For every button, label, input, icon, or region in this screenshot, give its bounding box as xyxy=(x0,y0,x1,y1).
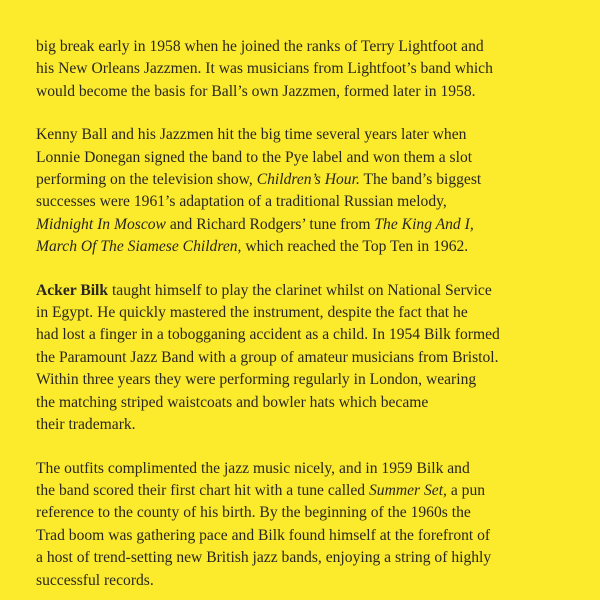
text-segment: successes were 1961’s adaptation of a traditional Russian melody, xyxy=(36,193,447,211)
paragraph xyxy=(36,280,576,437)
paragraph xyxy=(36,458,576,592)
text-segment: big break early in 1958 when he joined the ranks of Terry Lightfoot and xyxy=(36,38,484,55)
text-segment: Kenny Ball and his Jazzmen hit the big time several years later when xyxy=(36,126,467,144)
text-line xyxy=(36,347,576,369)
text-line xyxy=(36,124,576,146)
italic-title: Midnight In Moscow xyxy=(36,215,166,233)
text-segment: had lost a finger in a tobogganing accident as a child. In 1954 Bilk formed xyxy=(36,326,500,344)
text-line xyxy=(36,324,576,346)
text-line xyxy=(36,191,576,213)
text-segment: Trad boom was gathering pace and Bilk found himself at the forefront of xyxy=(36,526,491,544)
text-segment: a pun xyxy=(446,481,486,499)
text-segment: Within three years they were performing regularly in London, wearing xyxy=(36,371,477,389)
italic-title: Summer Set, xyxy=(368,481,447,499)
text-segment: , which reached the Top Ten in 1962. xyxy=(237,238,469,256)
text-segment: a host of trend-setting new British jazz bands, enjoying a string of highly xyxy=(36,549,492,567)
text-segment: the matching striped waistcoats and bowler hats which became xyxy=(36,393,429,411)
text-segment: the Paramount Jazz Band with a group of amateur musicians from Bristol. xyxy=(36,348,499,366)
text-line xyxy=(36,280,576,302)
text-line xyxy=(36,81,576,103)
text-line xyxy=(36,502,576,524)
liner-notes-text xyxy=(36,36,576,592)
text-line xyxy=(36,458,576,480)
text-line xyxy=(36,480,576,502)
italic-title: The King And I, xyxy=(374,215,474,233)
text-line xyxy=(36,414,576,436)
text-line xyxy=(36,369,576,391)
italic-title: Children’s Hour. xyxy=(256,171,360,189)
text-segment: Lonnie Donegan signed the band to the Pye label and won them a slot xyxy=(36,148,473,166)
text-line xyxy=(36,547,576,569)
bold-name: Acker Bilk xyxy=(36,281,109,299)
text-line xyxy=(36,570,576,592)
text-segment: his New Orleans Jazzmen. It was musicians from Lightfoot’s band which xyxy=(36,60,493,78)
text-segment: in Egypt. He quickly mastered the instrument, despite the fact that he xyxy=(36,304,468,322)
text-segment: the band scored their first chart hit with a tune called xyxy=(36,481,369,499)
text-segment: The band’s biggest xyxy=(359,171,482,189)
text-segment: reference to the county of his birth. By the beginning of the 1960s the xyxy=(36,504,471,522)
paragraph xyxy=(36,36,576,103)
text-line xyxy=(36,525,576,547)
text-line xyxy=(36,169,576,191)
text-line xyxy=(36,36,576,58)
text-line xyxy=(36,236,576,258)
text-segment: The outfits complimented the jazz music nicely, and in 1959 Bilk and xyxy=(36,459,470,477)
text-segment: successful records. xyxy=(36,571,154,589)
text-line xyxy=(36,147,576,169)
text-line xyxy=(36,214,576,236)
text-segment: performing on the television show, xyxy=(36,171,257,189)
paragraph xyxy=(36,124,576,258)
text-line xyxy=(36,392,576,414)
text-segment: taught himself to play the clarinet whilst on National Service xyxy=(108,281,492,299)
italic-title: March Of The Siamese Children xyxy=(36,238,238,256)
text-segment: their trademark. xyxy=(36,416,136,434)
text-segment: and Richard Rodgers’ tune from xyxy=(165,215,375,233)
text-line xyxy=(36,58,576,80)
text-line xyxy=(36,302,576,324)
text-segment: would become the basis for Ball’s own Jazzmen, formed later in 1958. xyxy=(36,82,476,100)
